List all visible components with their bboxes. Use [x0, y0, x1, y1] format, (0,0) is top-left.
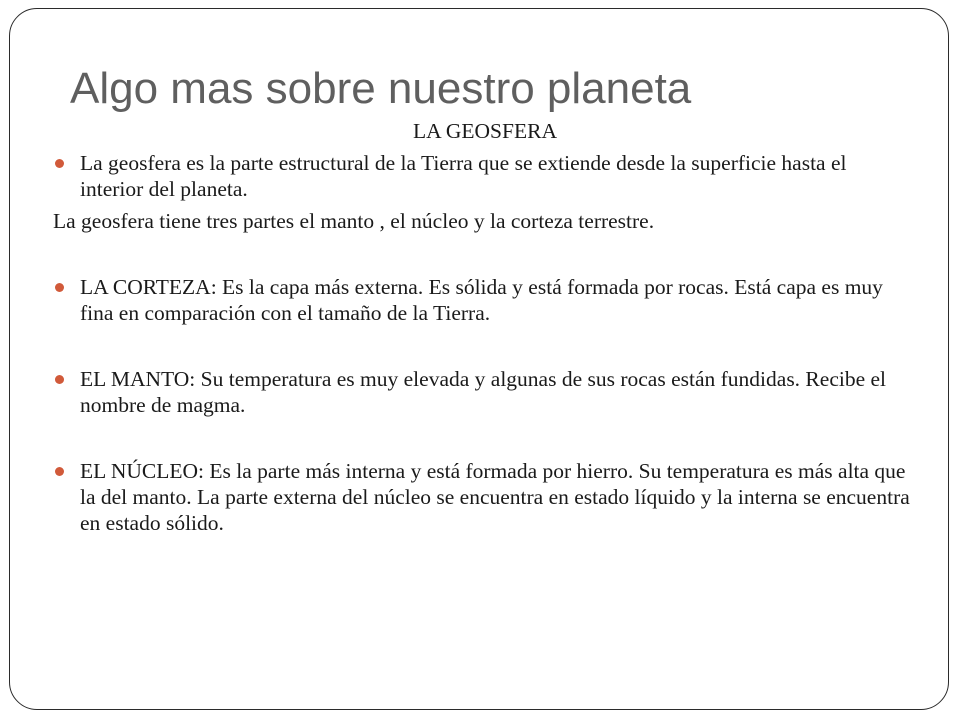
intro-bullet-item — [53, 150, 913, 202]
slide-content — [53, 118, 913, 536]
bullet-dot-icon — [55, 375, 64, 384]
bullet-item-corteza — [53, 274, 913, 326]
bullet-item-nucleo — [53, 458, 913, 536]
bullet-dot-icon — [55, 283, 64, 292]
bullet-text-manto: EL MANTO: Su temperatura es muy elevada y algunas de sus rocas están fundidas. Recibe el nombre de magma. — [80, 367, 887, 417]
bullet-item-manto — [53, 366, 913, 418]
bullet-text-nucleo: EL NÚCLEO: Es la parte más interna y está formada por hierro. Su temperatura es más alta que la del manto. La parte externa del núcleo se encuentra en estado líquido y la interna se encuentra en estado sólido. — [80, 459, 910, 535]
slide-title: Algo mas sobre nuestro planeta — [70, 64, 692, 113]
bullet-dot-icon — [55, 159, 64, 168]
bullet-text-corteza: LA CORTEZA: Es la capa más externa. Es sólida y está formada por rocas. Está capa es muy fina en comparación con el tamaño de la Tierra. — [80, 275, 883, 325]
section-subheading: LA GEOSFERA — [413, 119, 557, 143]
intro-plain-text: La geosfera tiene tres partes el manto , el núcleo y la corteza terrestre. — [53, 209, 655, 233]
intro-bullet-text: La geosfera es la parte estructural de la Tierra que se extiende desde la superficie hasta el interior del planeta. — [80, 151, 847, 201]
bullet-dot-icon — [55, 467, 64, 476]
